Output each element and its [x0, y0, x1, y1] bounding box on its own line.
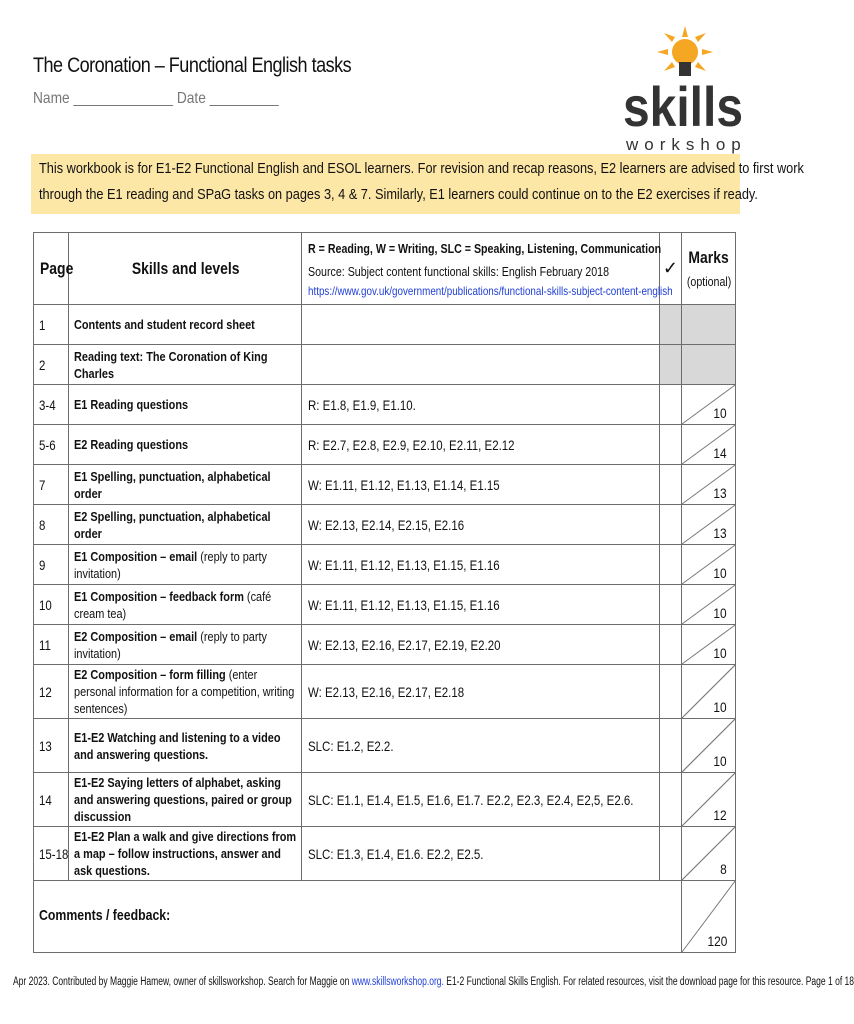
row-marks-value: 10	[713, 753, 727, 769]
total-marks[interactable]	[681, 881, 735, 953]
table-row	[34, 545, 736, 585]
row-skill: E2 Reading questions	[69, 425, 302, 465]
row-marks-value: 13	[713, 525, 727, 541]
row-codes	[302, 305, 660, 345]
svg-text:workshop: workshop	[626, 135, 747, 154]
header-page: Page	[34, 233, 69, 305]
table-row	[34, 345, 736, 385]
row-skill: E1 Reading questions	[69, 385, 302, 425]
codes-title: R = Reading, W = Writing, SLC = Speaking, Listening, Communication	[308, 241, 662, 256]
tick-icon: ✓	[659, 233, 681, 305]
row-tick-box[interactable]	[659, 545, 681, 585]
student-record-table	[33, 232, 736, 953]
row-codes: W: E2.13, E2.14, E2.15, E2.16	[302, 505, 660, 545]
row-marks[interactable]	[681, 719, 735, 773]
table-row	[34, 465, 736, 505]
row-marks-value: 10	[713, 645, 727, 661]
row-marks[interactable]	[681, 505, 735, 545]
row-tick-box[interactable]	[659, 773, 681, 827]
lightbulb-sun-icon	[618, 18, 748, 158]
row-codes: W: E2.13, E2.16, E2.17, E2.19, E2.20	[302, 625, 660, 665]
codes-source: Source: Subject content functional skills: English February 2018	[308, 264, 610, 279]
row-codes	[302, 345, 660, 385]
row-tick-box[interactable]	[659, 305, 681, 345]
row-codes: W: E1.11, E1.12, E1.13, E1.14, E1.15	[302, 465, 660, 505]
row-skill: E2 Composition – email (reply to party invitation)	[69, 625, 302, 665]
row-tick-box[interactable]	[659, 425, 681, 465]
row-skill: E2 Composition – form filling (enter personal information for a competition, writing sentences)	[69, 665, 302, 719]
row-tick-box[interactable]	[659, 719, 681, 773]
table-row	[34, 719, 736, 773]
row-skill: Contents and student record sheet	[69, 305, 302, 345]
skills-workshop-logo	[618, 18, 748, 158]
table-row	[34, 773, 736, 827]
row-page: 13	[34, 719, 69, 773]
row-marks[interactable]	[681, 625, 735, 665]
row-codes: SLC: E1.3, E1.4, E1.6. E2.2, E2.5.	[302, 827, 660, 881]
table-row	[34, 385, 736, 425]
row-page: 3-4	[34, 385, 69, 425]
row-marks[interactable]	[681, 385, 735, 425]
row-skill: E2 Spelling, punctuation, alphabetical order	[69, 505, 302, 545]
row-marks-value: 10	[713, 699, 727, 715]
row-page: 1	[34, 305, 69, 345]
row-page: 7	[34, 465, 69, 505]
row-marks-value: 13	[713, 485, 727, 501]
row-page: 11	[34, 625, 69, 665]
row-marks[interactable]	[681, 585, 735, 625]
row-codes: W: E1.11, E1.12, E1.13, E1.15, E1.16	[302, 585, 660, 625]
page-footer: Apr 2023. Contributed by Maggie Hamew, owner of skillsworkshop. Search for Maggie on www.skillsworkshop.org. E1-2 Functional Skills English. For related resources, visit the download page for this resource. Page 1 of 18	[13, 976, 854, 988]
banner-line-2: through the E1 reading and SPaG tasks on pages 3, 4 & 7. Similarly, E1 learners could continue on to the E2 exercises if ready.	[39, 186, 758, 203]
row-tick-box[interactable]	[659, 465, 681, 505]
row-tick-box[interactable]	[659, 505, 681, 545]
row-page: 10	[34, 585, 69, 625]
row-page: 5-6	[34, 425, 69, 465]
header-marks: Marks (optional)	[681, 233, 735, 305]
row-skill: E1-E2 Saying letters of alphabet, asking and answering questions, paired or group discussion	[69, 773, 302, 827]
row-marks[interactable]	[681, 545, 735, 585]
row-marks-value: 12	[713, 807, 727, 823]
row-codes: W: E2.13, E2.16, E2.17, E2.18	[302, 665, 660, 719]
row-tick-box[interactable]	[659, 665, 681, 719]
row-codes: SLC: E1.2, E2.2.	[302, 719, 660, 773]
comments-feedback[interactable]: Comments / feedback:	[34, 881, 682, 953]
table-header-row	[34, 233, 736, 305]
row-page: 2	[34, 345, 69, 385]
row-marks[interactable]	[681, 425, 735, 465]
row-skill: E1 Composition – email (reply to party invitation)	[69, 545, 302, 585]
row-marks[interactable]	[681, 665, 735, 719]
row-marks[interactable]	[681, 345, 735, 385]
row-codes: SLC: E1.1, E1.4, E1.5, E1.6, E1.7. E2.2, E2.3, E2.4, E2,5, E2.6.	[302, 773, 660, 827]
table-row	[34, 625, 736, 665]
row-skill: E1-E2 Watching and listening to a video and answering questions.	[69, 719, 302, 773]
codes-link[interactable]: https://www.gov.uk/government/publications/functional-skills-subject-content-english	[308, 284, 674, 298]
row-tick-box[interactable]	[659, 345, 681, 385]
row-tick-box[interactable]	[659, 625, 681, 665]
row-tick-box[interactable]	[659, 585, 681, 625]
table-row	[34, 827, 736, 881]
total-marks-value: 120	[707, 933, 727, 949]
table-row	[34, 585, 736, 625]
row-page: 14	[34, 773, 69, 827]
row-marks-value: 10	[713, 405, 727, 421]
row-skill: E1 Spelling, punctuation, alphabetical order	[69, 465, 302, 505]
row-codes: W: E1.11, E1.12, E1.13, E1.15, E1.16	[302, 545, 660, 585]
row-marks-value: 8	[720, 861, 727, 877]
row-marks[interactable]	[681, 305, 735, 345]
row-page: 9	[34, 545, 69, 585]
row-skill: E1-E2 Plan a walk and give directions from a map – follow instructions, answer and ask questions.	[69, 827, 302, 881]
comments-row	[34, 881, 736, 953]
header-codes	[302, 233, 674, 305]
row-tick-box[interactable]	[659, 827, 681, 881]
table-row	[34, 425, 736, 465]
row-page: 8	[34, 505, 69, 545]
header-skills: Skills and levels	[69, 233, 302, 305]
table-row	[34, 505, 736, 545]
row-codes: R: E1.8, E1.9, E1.10.	[302, 385, 660, 425]
row-page: 12	[34, 665, 69, 719]
row-marks[interactable]	[681, 773, 735, 827]
row-skill: Reading text: The Coronation of King Charles	[69, 345, 302, 385]
row-marks[interactable]	[681, 827, 735, 881]
footer-link[interactable]: www.skillsworkshop.org.	[351, 976, 444, 988]
svg-text:skills: skills	[623, 75, 743, 138]
table-row	[34, 665, 736, 719]
info-banner	[31, 154, 804, 214]
row-page: 15-18	[34, 827, 69, 881]
page-title: The Coronation – Functional English tasks	[33, 54, 352, 77]
row-skill: E1 Composition – feedback form (café cream tea)	[69, 585, 302, 625]
table-row	[34, 305, 736, 345]
row-marks-value: 14	[713, 445, 727, 461]
row-marks[interactable]	[681, 465, 735, 505]
row-tick-box[interactable]	[659, 385, 681, 425]
row-marks-value: 10	[713, 565, 727, 581]
name-date-line: Name _____________ Date _________	[33, 90, 279, 107]
row-codes: R: E2.7, E2.8, E2.9, E2.10, E2.11, E2.12	[302, 425, 660, 465]
row-marks-value: 10	[713, 605, 727, 621]
banner-line-1: This workbook is for E1-E2 Functional English and ESOL learners. For revision and recap reasons, E2 learners are advised to first work	[39, 160, 804, 177]
